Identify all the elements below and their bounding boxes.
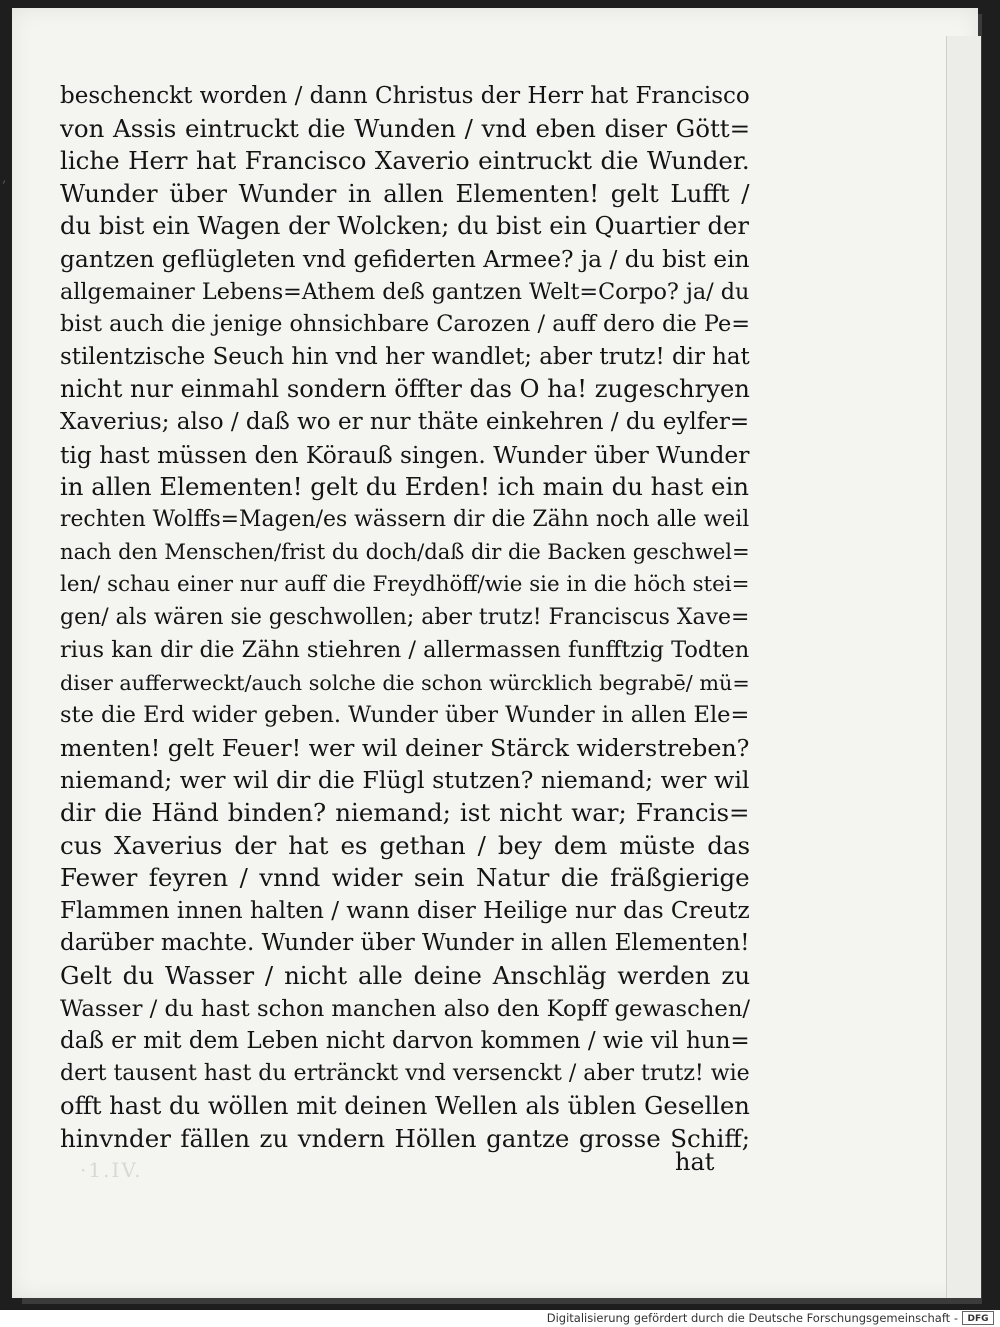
text-line: cus Xaverius der hat es gethan / bey dem müste das — [60, 830, 751, 860]
text-line: nicht nur einmahl sondern öffter das O ha! zugeschryen — [60, 374, 750, 404]
margin-mark: , — [2, 170, 7, 186]
text-line: dert tausent hast du ertränckt vnd versenckt / aber trutz! wie — [60, 1060, 750, 1086]
catchword: hat — [675, 1148, 715, 1176]
funding-credit: Digitalisierung gefördert durch die Deutsche Forschungsgemeinschaft - — [546, 1311, 958, 1325]
text-line: Wunder über Wunder in allen Elementen! gelt Lufft / — [60, 178, 750, 208]
text-line: hinvnder fällen zu vndern Höllen gantze grosse Schiff; — [60, 1124, 750, 1153]
text-line: beschenckt worden / dann Christus der Herr hat Francisco — [60, 83, 750, 109]
page-edge — [946, 36, 981, 1298]
text-line: daß er mit dem Leben nicht darvon kommen / wie vil hun= — [60, 1028, 750, 1055]
text-line: rechten Wolffs=Magen/es wässern dir die Zähn noch alle weil — [60, 506, 750, 532]
text-line: ste die Erd wider geben. Wunder über Wunder in allen Ele= — [60, 702, 750, 729]
text-line: Gelt du Wasser / nicht alle deine Anschläg werden zu — [60, 961, 751, 991]
text-line: stilentzische Seuch hin vnd her wandlet; aber trutz! dir hat — [60, 343, 750, 370]
text-line: bist auch die jenige ohnsichbare Carozen / auff dero die Pe= — [60, 311, 750, 338]
text-line: von Assis eintruckt die Wunden / vnd eben diser Gött= — [60, 113, 751, 143]
text-line: niemand; wer wil dir die Flügl stutzen? niemand; wer wil — [60, 766, 750, 795]
text-line: in allen Elementen! gelt du Erden! ich main du hast ein — [60, 472, 749, 502]
text-line: offt hast du wöllen mit deinen Wellen als üblen Gesellen — [60, 1092, 750, 1121]
text-line: Flammen innen halten / wann diser Heilige nur das Creutz — [60, 897, 750, 924]
text-line: rius kan dir die Zähn stiehren / allermassen funfftzig Todten — [60, 637, 750, 664]
text-line: du bist ein Wagen der Wolcken; du bist ein Quartier der — [60, 211, 749, 241]
text-line: nach den Menschen/frist du doch/daß dir die Backen geschwel= — [60, 539, 750, 565]
text-line: Fewer feyren / vnnd wider sein Natur die fräßgierige — [60, 863, 750, 893]
text-line: tig hast müssen den Körauß singen. Wunder über Wunder — [60, 440, 750, 469]
text-line: Xaverius; also / daß wo er nur thäte einkehren / du eylfer= — [60, 408, 750, 435]
text-line: menten! gelt Feuer! wer wil deiner Stärck widerstreben? — [60, 733, 750, 762]
text-line: allgemainer Lebens=Athem deß gantzen Welt=Corpo? ja/ du — [60, 278, 750, 305]
page-body-text — [60, 80, 750, 1156]
text-line: gantzen geflügleten vnd gefiderten Armee? ja / du bist ein — [60, 244, 750, 273]
dfg-logo-icon: DFG — [962, 1311, 994, 1325]
text-line: diser aufferweckt/auch solche die schon würcklich begrabē/ mü= — [60, 670, 750, 695]
text-line: dir die Händ binden? niemand; ist nicht war; Francis= — [60, 798, 750, 828]
text-line: liche Herr hat Francisco Xaverio eintruckt die Wunder. — [60, 146, 750, 176]
text-line: gen/ als wären sie geschwollen; aber trutz! Franciscus Xave= — [60, 604, 750, 630]
text-line: len/ schau einer nur auff die Freydhöff/wie sie in die höch stei= — [60, 571, 750, 597]
text-line: Wasser / du hast schon manchen also den Kopff gewaschen/ — [60, 995, 751, 1022]
text-line: darüber machte. Wunder über Wunder in allen Elementen! — [60, 930, 750, 957]
bleed-through-mark: ·1.IV. — [80, 1158, 143, 1182]
